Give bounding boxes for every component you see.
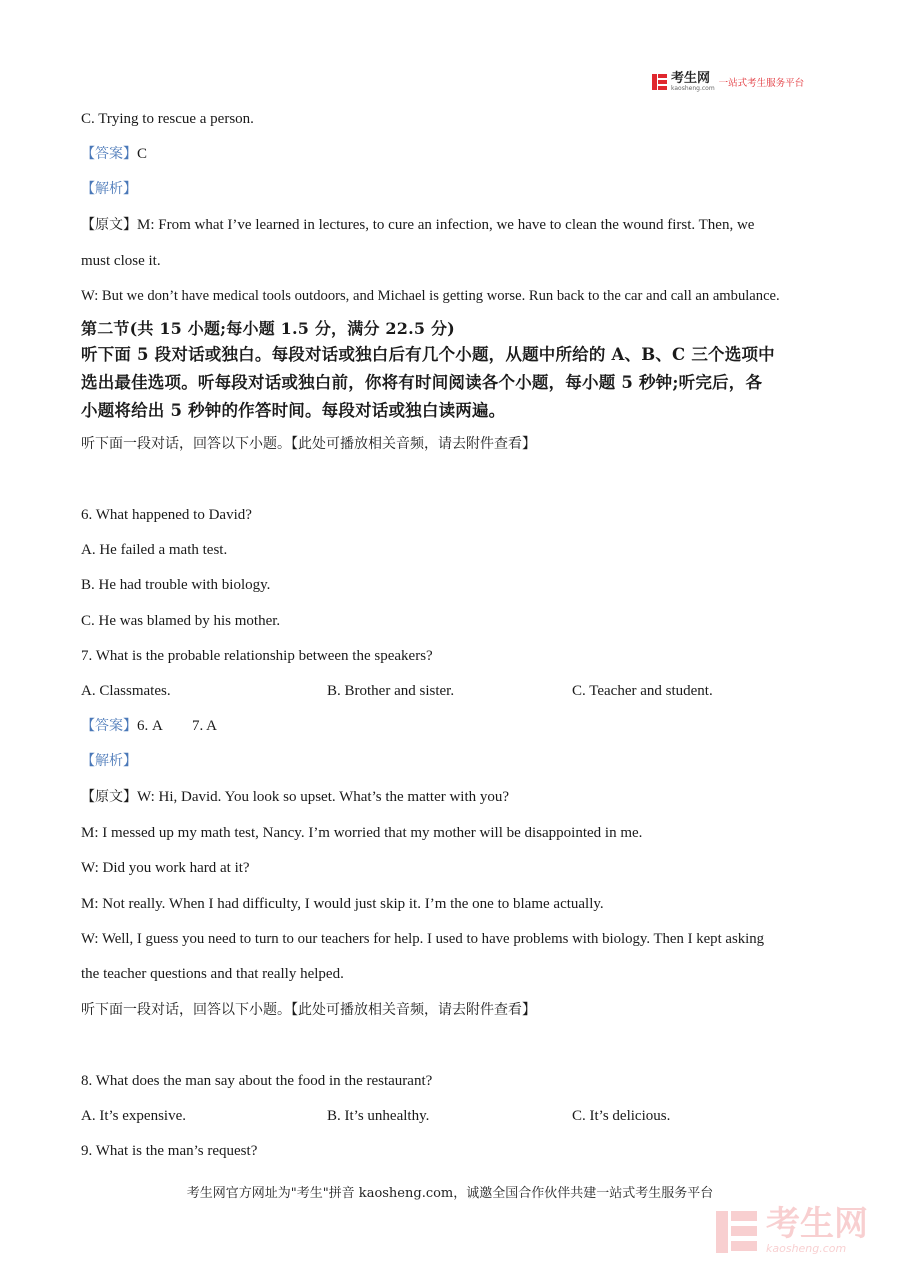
original-text: M: From what I’ve learned in lectures, to cure an infection, we have to clean the wound first. Then, we — [137, 217, 755, 233]
listen-prompt-1: 听下面一段对话，回答以下小题。【此处可播放相关音频，请去附件查看】 — [81, 436, 536, 452]
original-label: 【原文】 — [81, 217, 137, 233]
question-7: 7. What is the probable relationship between the speakers? — [81, 648, 433, 664]
answer-value: 6. A 7. A — [137, 718, 218, 734]
original-text-1 — [81, 216, 754, 234]
footer-text: 考生网官方网址为"考生"拼音 kaosheng.com，诚邀全国合作伙伴共建一站式考生服务平台 — [186, 1186, 714, 1201]
answer-label: 【答案】 — [81, 718, 137, 734]
answer-2 — [81, 717, 217, 735]
logo-name: 考生网 — [671, 71, 711, 86]
section-instruction-2: 选出最佳选项。听每段对话或独白前，你将有时间阅读各个小题，每小题 5 秒钟;听完后，各 — [81, 373, 763, 392]
answer-label: 【答案】 — [81, 146, 137, 162]
answer-1 — [81, 145, 147, 163]
watermark-logo — [716, 1206, 868, 1255]
question-6-option-c: C. He was blamed by his mother. — [81, 613, 281, 629]
answer-value: C — [137, 146, 148, 162]
dialogue-line: the teacher questions and that really helped. — [81, 966, 344, 982]
section-instruction-1: 听下面 5 段对话或独白。每段对话或独白后有几个小题，从题中所给的 A、B、C 三个选项中 — [81, 345, 775, 364]
question-9: 9. What is the man’s request? — [81, 1143, 258, 1159]
kaosheng-watermark-icon — [716, 1207, 760, 1255]
listen-prompt-2: 听下面一段对话，回答以下小题。【此处可播放相关音频，请去附件查看】 — [81, 1002, 536, 1018]
question-6-option-a: A. He failed a math test. — [81, 542, 228, 558]
analysis-label-2: 【解析】 — [81, 753, 137, 769]
dialogue-line: M: Not really. When I had difficulty, I would just skip it. I’m the one to blame actually. — [81, 896, 604, 912]
question-6: 6. What happened to David? — [81, 507, 252, 523]
original-text: W: Hi, David. You look so upset. What’s the matter with you? — [137, 789, 510, 805]
question-8-option-b: B. It’s unhealthy. — [327, 1108, 430, 1124]
analysis-label-1: 【解析】 — [81, 181, 137, 197]
question-6-option-b: B. He had trouble with biology. — [81, 577, 271, 593]
dialogue-line: must close it. — [81, 253, 161, 269]
dialogue-line: W: But we don’t have medical tools outdoors, and Michael is getting worse. Run back to the car and call an ambulance. — [81, 288, 780, 304]
watermark-url: kaosheng.com — [766, 1242, 847, 1255]
logo-url: kaosheng.com — [671, 85, 715, 92]
question-8-option-c: C. It’s delicious. — [572, 1108, 671, 1124]
question-8: 8. What does the man say about the food in the restaurant? — [81, 1073, 433, 1089]
option-c-line: C. Trying to rescue a person. — [81, 111, 254, 127]
header-slogan: 一站式考生服务平台 — [718, 78, 805, 89]
question-7-option-c: C. Teacher and student. — [572, 683, 713, 699]
original-label: 【原文】 — [81, 789, 137, 805]
kaosheng-logo-icon — [652, 72, 668, 92]
dialogue-line: M: I messed up my math test, Nancy. I’m worried that my mother will be disappointed in me. — [81, 825, 643, 841]
dialogue-line: W: Did you work hard at it? — [81, 860, 250, 876]
question-7-option-a: A. Classmates. — [81, 683, 171, 699]
question-8-option-a: A. It’s expensive. — [81, 1108, 186, 1124]
question-7-option-b: B. Brother and sister. — [327, 683, 455, 699]
section-instruction-3: 小题将给出 5 秒钟的作答时间。每段对话或独白读两遍。 — [81, 401, 506, 420]
section-title: 第二节(共 15 小题;每小题 1.5 分，满分 22.5 分) — [81, 319, 455, 338]
watermark-name: 考生网 — [766, 1204, 868, 1244]
dialogue-line: W: Well, I guess you need to turn to our teachers for help. I used to have problems with biology. Then I kept asking — [81, 931, 765, 947]
header-logo — [652, 72, 804, 92]
original-text-2 — [81, 788, 509, 806]
